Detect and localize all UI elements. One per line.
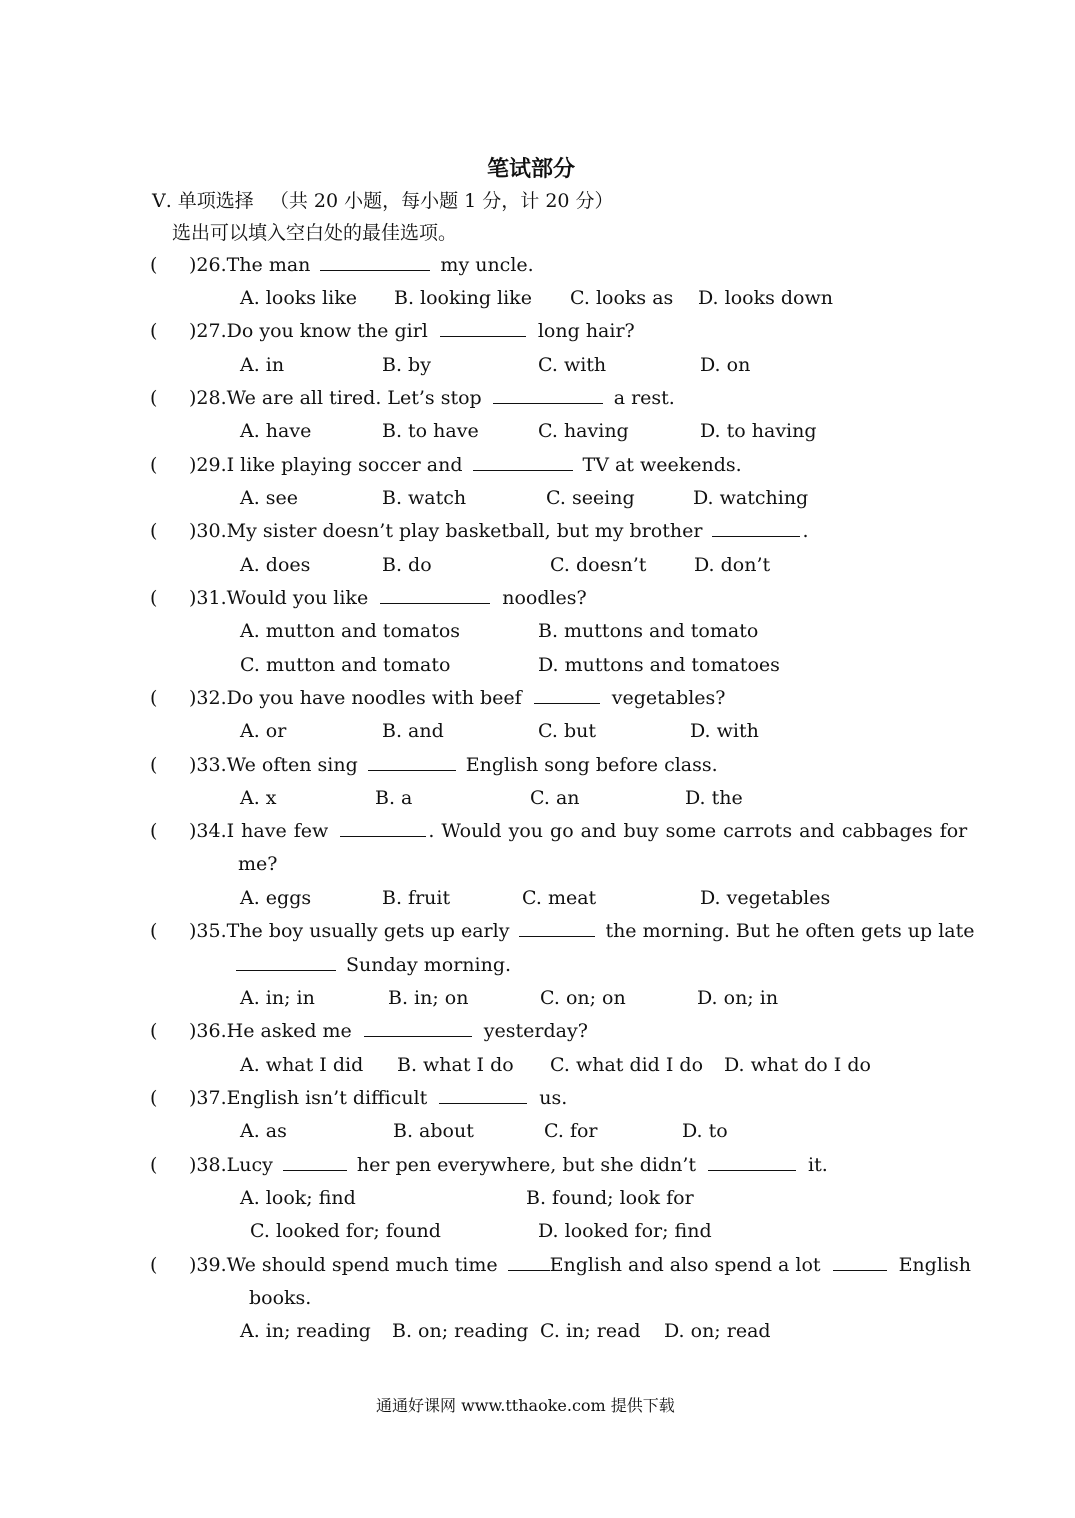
section-heading-line: [152, 186, 614, 213]
answer-blank: [439, 1087, 527, 1104]
question-text: it.: [808, 1154, 828, 1176]
option-b: B. a: [375, 787, 413, 809]
question-text: The boy usually gets up early: [226, 920, 510, 942]
question-35: [189, 920, 975, 942]
option-a: A. mutton and tomatos: [240, 620, 461, 642]
question-number: )31.: [189, 587, 227, 609]
question-number: )29.: [189, 454, 227, 476]
question-37: [189, 1087, 567, 1109]
option-d: D. the: [685, 787, 743, 809]
question-35-continued: [236, 954, 511, 976]
option-d: D. with: [690, 720, 759, 742]
question-text: TV at weekends.: [582, 454, 742, 476]
answer-blank: [440, 320, 526, 337]
option-a: A. in: [240, 354, 285, 376]
answer-paren: (: [150, 1020, 158, 1042]
option-d: D. don’t: [694, 554, 771, 576]
option-c: C. having: [538, 420, 629, 442]
question-27: [189, 320, 635, 342]
question-34: [189, 820, 967, 842]
option-c: C. an: [530, 787, 580, 809]
question-text: . Would you go and buy some carrots and cabbages for: [428, 820, 968, 842]
question-text: English and also spend a lot: [549, 1254, 821, 1276]
question-text: English isn’t difficult: [226, 1087, 428, 1109]
question-text: yesterday?: [483, 1020, 588, 1042]
option-a: A. what I did: [240, 1054, 364, 1076]
question-text: Lucy: [226, 1154, 273, 1176]
question-text: .: [802, 520, 809, 542]
answer-blank: [534, 687, 600, 704]
option-d: D. watching: [693, 487, 809, 509]
question-text: English: [898, 1254, 971, 1276]
question-number: )30.: [189, 520, 227, 542]
question-text: Would you like: [226, 587, 369, 609]
question-text: long hair?: [537, 320, 635, 342]
option-c: C. looked for; found: [250, 1220, 441, 1242]
question-text: us.: [539, 1087, 568, 1109]
option-c: C. on; on: [540, 987, 626, 1009]
question-number: )26.: [189, 254, 227, 276]
option-b: B. muttons and tomato: [538, 620, 759, 642]
answer-blank: [380, 587, 490, 604]
question-29: [189, 454, 742, 476]
answer-blank: [340, 820, 426, 837]
page-title: 笔试部分: [487, 156, 576, 182]
section-heading: Ⅴ. 单项选择: [152, 190, 254, 212]
option-c: C. for: [544, 1120, 598, 1142]
question-text: vegetables?: [611, 687, 726, 709]
option-d: D. muttons and tomatoes: [538, 654, 780, 676]
option-c: C. doesn’t: [550, 554, 647, 576]
option-b: B. fruit: [382, 887, 451, 909]
question-39: [189, 1254, 971, 1276]
option-c: C. but: [538, 720, 596, 742]
option-d: D. vegetables: [700, 887, 831, 909]
option-b: B. do: [382, 554, 432, 576]
question-number: )32.: [189, 687, 227, 709]
option-b: B. in; on: [388, 987, 469, 1009]
question-number: )33.: [189, 754, 227, 776]
answer-paren: (: [150, 920, 158, 942]
option-b: B. on; reading: [392, 1320, 529, 1342]
answer-blank: [236, 954, 336, 971]
question-text: I like playing soccer and: [226, 454, 463, 476]
question-text: My sister doesn’t play basketball, but my brother: [226, 520, 703, 542]
answer-blank: [368, 754, 456, 771]
option-a: A. see: [240, 487, 299, 509]
question-text: He asked me: [226, 1020, 352, 1042]
option-b: B. to have: [382, 420, 479, 442]
question-text: my uncle.: [440, 254, 534, 276]
answer-blank: [712, 520, 800, 537]
answer-blank: [833, 1254, 887, 1271]
option-a: A. or: [240, 720, 287, 742]
question-number: )28.: [189, 387, 227, 409]
option-d: D. looks down: [698, 287, 833, 309]
question-text-continued: books.: [249, 1287, 312, 1309]
option-b: B. about: [393, 1120, 474, 1142]
question-text: Do you know the girl: [226, 320, 428, 342]
section-instruction: 选出可以填入空白处的最佳选项。: [172, 222, 458, 244]
question-text: her pen everywhere, but she didn’t: [356, 1154, 697, 1176]
question-38: [189, 1154, 828, 1176]
page-footer: 通通好课网 www.tthaoke.com 提供下载: [376, 1396, 675, 1415]
question-text: The man: [226, 254, 311, 276]
answer-paren: (: [150, 254, 158, 276]
question-30: [189, 520, 809, 542]
question-text: the morning. But he often gets up late: [605, 920, 975, 942]
answer-paren: (: [150, 454, 158, 476]
option-d: D. what do I do: [724, 1054, 871, 1076]
question-number: )36.: [189, 1020, 227, 1042]
question-text: English song before class.: [465, 754, 718, 776]
question-text: We are all tired. Let’s stop: [226, 387, 482, 409]
answer-paren: (: [150, 1087, 158, 1109]
option-d: D. to: [682, 1120, 728, 1142]
answer-blank: [708, 1154, 796, 1171]
question-text: noodles?: [502, 587, 587, 609]
question-text: Sunday morning.: [346, 954, 512, 976]
option-a: A. look; find: [240, 1187, 356, 1209]
answer-blank: [473, 454, 573, 471]
question-text: Do you have noodles with beef: [226, 687, 522, 709]
option-d: D. on; read: [664, 1320, 771, 1342]
question-31: [189, 587, 587, 609]
option-a: A. in; in: [240, 987, 315, 1009]
answer-paren: (: [150, 820, 158, 842]
option-b: B. watch: [382, 487, 467, 509]
option-b: B. by: [382, 354, 431, 376]
answer-paren: (: [150, 320, 158, 342]
question-32: [189, 687, 726, 709]
answer-paren: (: [150, 520, 158, 542]
question-33: [189, 754, 718, 776]
answer-paren: (: [150, 1154, 158, 1176]
option-c: C. meat: [522, 887, 597, 909]
option-a: A. eggs: [240, 887, 312, 909]
answer-blank: [508, 1254, 550, 1271]
question-text: We should spend much time: [226, 1254, 498, 1276]
answer-blank: [364, 1020, 472, 1037]
option-c: C. with: [538, 354, 607, 376]
option-c: C. in; read: [540, 1320, 641, 1342]
answer-paren: (: [150, 687, 158, 709]
answer-blank: [519, 920, 595, 937]
option-a: A. in; reading: [240, 1320, 371, 1342]
option-b: B. found; look for: [526, 1187, 694, 1209]
option-b: B. and: [382, 720, 444, 742]
option-d: D. looked for; find: [538, 1220, 712, 1242]
option-b: B. looking like: [394, 287, 532, 309]
option-c: C. what did I do: [550, 1054, 704, 1076]
option-a: A. as: [240, 1120, 287, 1142]
option-c: C. mutton and tomato: [240, 654, 451, 676]
question-number: )27.: [189, 320, 227, 342]
question-text: I have few: [226, 820, 329, 842]
answer-blank: [493, 387, 603, 404]
option-b: B. what I do: [397, 1054, 514, 1076]
option-a: A. have: [240, 420, 312, 442]
option-c: C. seeing: [546, 487, 635, 509]
answer-paren: (: [150, 754, 158, 776]
question-text-continued: me?: [238, 853, 278, 875]
option-d: D. on; in: [697, 987, 779, 1009]
question-number: )34.: [189, 820, 227, 842]
question-text: We often sing: [226, 754, 358, 776]
question-28: [189, 387, 675, 409]
option-d: D. to having: [700, 420, 817, 442]
question-number: )35.: [189, 920, 227, 942]
section-note: （共 20 小题，每小题 1 分，计 20 分）: [269, 190, 614, 212]
answer-blank: [283, 1154, 347, 1171]
answer-blank: [320, 254, 430, 271]
question-text: a rest.: [613, 387, 675, 409]
answer-paren: (: [150, 387, 158, 409]
question-36: [189, 1020, 588, 1042]
option-a: A. looks like: [240, 287, 357, 309]
question-number: )39.: [189, 1254, 227, 1276]
option-d: D. on: [700, 354, 751, 376]
answer-paren: (: [150, 1254, 158, 1276]
option-c: C. looks as: [570, 287, 674, 309]
question-number: )38.: [189, 1154, 227, 1176]
option-a: A. x: [240, 787, 277, 809]
option-a: A. does: [240, 554, 311, 576]
question-number: )37.: [189, 1087, 227, 1109]
question-26: [189, 254, 534, 276]
answer-paren: (: [150, 587, 158, 609]
